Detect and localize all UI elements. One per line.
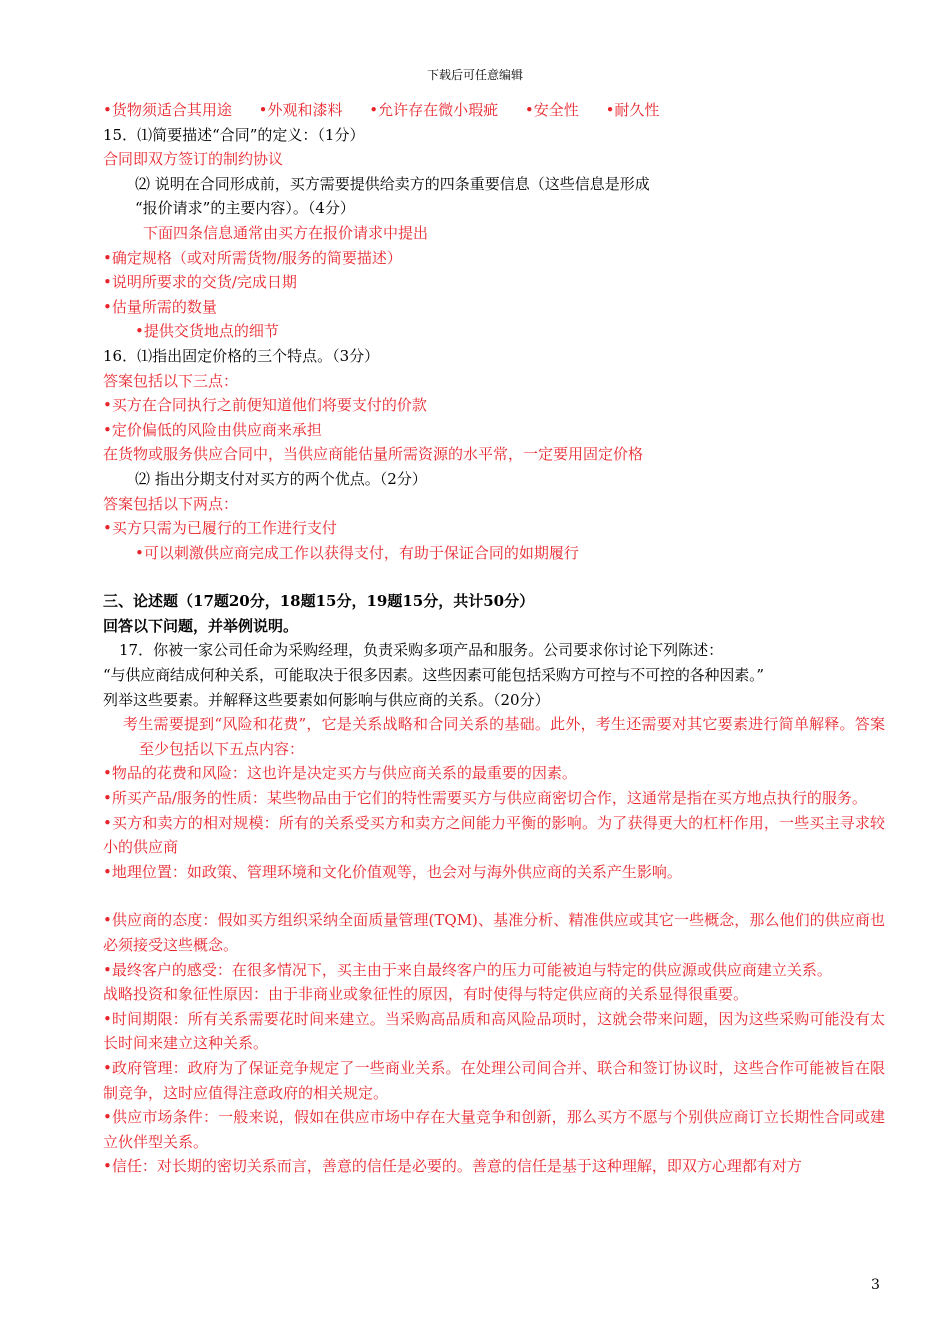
q17-answer-item: •所买产品/服务的性质：某些物品由于它们的特性需要买方与供应商密切合作，这通常是指在买方地点执行的服务。 [103, 789, 867, 808]
q17-answer-item: •供应商的态度：假如买方组织采纳全面质量管理(TQM)、基准分析、精准供应或其它一些概念，那么他们的供应商也必须接受这些概念。 [103, 911, 885, 954]
q15-part2-question-line2: “报价请求”的主要内容）。（4分） [135, 199, 355, 218]
option: •外观和漆料 [258, 101, 343, 119]
q17-answer-item: •物品的花费和风险：这也许是决定买方与供应商关系的最重要的因素。 [103, 764, 577, 783]
q16-answer-item: 在货物或服务供应合同中，当供应商能估量所需资源的水平常，一定要用固定价格 [103, 445, 644, 464]
q15-part2-answer-intro: 下面四条信息通常由买方在报价请求中提出 [143, 223, 429, 242]
q16-answer-item: •可以刺激供应商完成工作以获得支付，有助于保证合同的如期履行 [135, 543, 579, 562]
option: •安全性 [524, 101, 579, 119]
q14-answer-options [103, 98, 885, 123]
q15-answer-item: •提供交货地点的细节 [135, 322, 279, 341]
q17-answer-item: •地理位置：如政策、管理环境和文化价值观等，也会对与海外供应商的关系产生影响。 [103, 862, 682, 881]
q16-part1-answer-intro: 答案包括以下三点： [103, 371, 239, 390]
spacer [103, 884, 885, 908]
q17-answer-item: •最终客户的感受：在很多情况下，买主由于来自最终客户的压力可能被迫与特定的供应源或供应商建立关系。 [103, 960, 832, 979]
q15-part2-question-line1: ⑵ 说明在合同形成前，买方需要提供给卖方的四条重要信息（这些信息是形成 [135, 174, 650, 193]
q17-question-line2: “与供应商结成何种关系，可能取决于很多因素。这些因素可能包括采购方可控与不可控的各种因素。” [103, 666, 764, 685]
q17-answer-intro: 考生需要提到“风险和花费”，它是关系战略和合同关系的基础。此外，考生还需要对其它要素进行简单解释。答案至少包括以下五点内容： [123, 715, 885, 758]
page-number: 3 [871, 1277, 880, 1293]
section3-instruction: 回答以下问题，并举例说明。 [103, 616, 299, 635]
q16-answer-item: •定价偏低的风险由供应商来承担 [103, 420, 322, 439]
q15-part1-question: 15．⑴简要描述“合同”的定义：（1分） [103, 125, 365, 144]
q16-part2-question: ⑵ 指出分期支付对买方的两个优点。（2分） [135, 469, 427, 488]
q17-question-line1: 17．你被一家公司任命为采购经理，负责采购多项产品和服务。公司要求你讨论下列陈述： [119, 641, 724, 660]
q15-part1-answer: 合同即双方签订的制约协议 [103, 150, 284, 169]
option: •耐久性 [605, 101, 660, 119]
q17-answer-item: •供应市场条件：一般来说，假如在供应市场中存在大量竞争和创新，那么买方不愿与个别供应商订立长期性合同或建立伙伴型关系。 [103, 1108, 885, 1151]
q15-answer-item: •估量所需的数量 [103, 297, 217, 316]
option: •允许存在微小瑕疵 [369, 101, 499, 119]
q15-answer-item: •说明所要求的交货/完成日期 [103, 273, 297, 292]
option: •货物须适合其用途 [103, 101, 232, 119]
spacer [103, 565, 885, 589]
q17-question-line3: 列举这些要素。并解释这些要素如何影响与供应商的关系。（20分） [103, 690, 550, 709]
q16-answer-item: •买方只需为已履行的工作进行支付 [103, 519, 337, 538]
q17-answer-item: •买方和卖方的相对规模：所有的关系受买方和卖方之间能力平衡的影响。为了获得更大的杠杆作用，一些买主寻求较小的供应商 [103, 813, 885, 857]
q17-answer-strategic: 战略投资和象征性原因：由于非商业或象征性的原因，有时使得与特定供应商的关系显得很重要。 [103, 985, 749, 1004]
document-body [103, 98, 885, 1179]
q17-answer-item: •政府管理：政府为了保证竞争规定了一些商业关系。在处理公司间合并、联合和签订协议时，这些合作可能被旨在限制竞争，这时应值得注意政府的相关规定。 [103, 1058, 885, 1102]
section3-title: 三、论述题（17题20分，18题15分，19题15分，共计50分） [103, 592, 535, 611]
q17-answer-item: •时间期限：所有关系需要花时间来建立。当采购高品质和高风险品项时，这就会带来问题，因为这些采购可能没有太长时间来建立这种关系。 [103, 1009, 885, 1053]
q16-part2-answer-intro: 答案包括以下两点： [103, 494, 239, 513]
page-header: 下载后可任意编辑 [426, 68, 523, 82]
q15-answer-item: •确定规格（或对所需货物/服务的简要描述） [103, 248, 402, 267]
q16-part1-question: 16．⑴指出固定价格的三个特点。（3分） [103, 346, 380, 365]
q17-answer-item: •信任：对长期的密切关系而言，善意的信任是必要的。善意的信任是基于这种理解，即双方心理都有对方 [103, 1157, 802, 1176]
q16-answer-item: •买方在合同执行之前便知道他们将要支付的价款 [103, 396, 427, 415]
